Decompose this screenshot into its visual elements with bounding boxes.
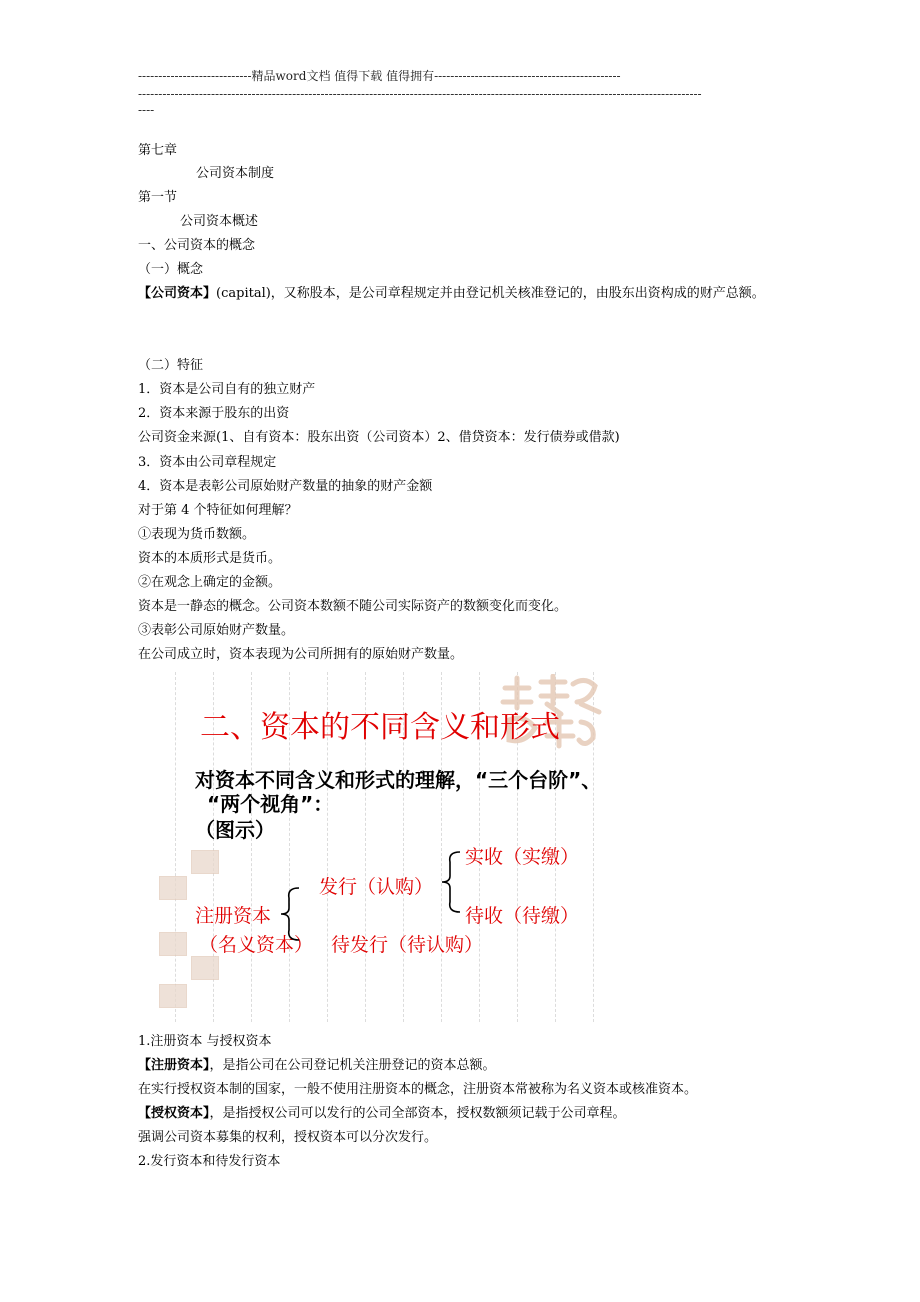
feature-1: 1．资本是公司自有的独立财产 <box>138 382 316 397</box>
seal-stamp-icon <box>159 932 187 956</box>
definition-authorized-capital-text: ，是指授权公司可以发行的公司全部资本，授权数额须记载于公司章程。 <box>209 1106 626 1121</box>
seal-stamp-icon <box>159 984 187 1008</box>
feature-3: 3．资本由公司章程规定 <box>138 455 277 470</box>
slide-text-line-1: 对资本不同含义和形式的理解，“三个台阶”、 <box>195 768 602 792</box>
section-title: 公司资本概述 <box>180 214 259 229</box>
answer-2: ②在观念上确定的金额。 <box>138 575 282 590</box>
definition-registered-capital <box>138 1058 496 1074</box>
section-number: 第一节 <box>138 190 178 205</box>
slide-text-line-2: “两个视角”： <box>207 792 334 816</box>
subsection-2: 2.发行资本和待发行资本 <box>138 1154 281 1169</box>
definition-registered-capital-text: ，是指公司在公司登记机关注册登记的资本总额。 <box>209 1058 496 1073</box>
slide-diagram <box>155 672 615 1022</box>
slide-title: 二、资本的不同含义和形式 <box>200 710 560 745</box>
answer-2-note: 资本是一静态的概念。公司资本数额不随公司实际资产的数额变化而变化。 <box>138 599 568 614</box>
brace-left-icon <box>279 886 303 942</box>
seal-stamp-icon <box>191 956 219 980</box>
heading-concept: 一、公司资本的概念 <box>138 238 256 253</box>
doc-header-rule: ------------------------------------------------------------------------------------------------------------------------------------------- <box>138 87 702 101</box>
term-authorized-capital: 【授权资本】 <box>138 1106 210 1121</box>
slide-text-line-3: （图示） <box>195 818 275 842</box>
definition-capital-text: (capital)，又称股本，是公司章程规定并由登记机关核准登记的，由股东出资构成的财产总额。 <box>216 286 765 301</box>
term-capital: 【公司资本】 <box>138 286 217 301</box>
answer-3: ③表彰公司原始财产数量。 <box>138 623 295 638</box>
chapter-title: 公司资本制度 <box>196 166 275 181</box>
authorized-capital-note: 强调公司资本募集的权利，授权资本可以分次发行。 <box>138 1130 438 1145</box>
label-paid-in: 实收（实缴） <box>465 846 580 868</box>
seal-stamp-icon <box>159 876 187 900</box>
feature-4: 4．资本是表彰公司原始财产数量的抽象的财产金额 <box>138 479 433 494</box>
term-registered-capital: 【注册资本】 <box>138 1058 210 1073</box>
label-registered-capital: 注册资本 <box>195 905 272 927</box>
definition-authorized-capital <box>138 1106 626 1122</box>
question-feature-4: 对于第 4 个特征如何理解？ <box>138 503 298 518</box>
label-issued: 发行（认购） <box>319 876 434 898</box>
answer-3-note: 在公司成立时，资本表现为公司所拥有的原始财产数量。 <box>138 647 464 662</box>
registered-capital-note: 在实行授权资本制的国家，一般不使用注册资本的概念，注册资本常被称为名义资本或核准资本。 <box>138 1082 698 1097</box>
doc-header-rule-end: ---- <box>138 103 155 117</box>
label-unissued: 待发行（待认购） <box>331 934 484 956</box>
subheading-features: （二）特征 <box>138 358 204 373</box>
answer-1: ①表现为货币数额。 <box>138 527 256 542</box>
brace-right-icon <box>440 850 462 914</box>
subsection-1: 1.注册资本 与授权资本 <box>138 1034 272 1049</box>
definition-capital <box>138 282 788 306</box>
label-nominal-capital: （名义资本） <box>199 934 314 956</box>
doc-header-banner: ----------------------------精品word文档 值得下载 值得拥有---------------------------------------------- <box>138 69 621 83</box>
seal-stamp-icon <box>191 850 219 874</box>
chapter-number: 第七章 <box>138 143 178 158</box>
grid-line <box>175 672 176 1022</box>
feature-2: 2．资本来源于股东的出资 <box>138 406 290 421</box>
subheading-concept: （一）概念 <box>138 262 204 277</box>
label-uncollected: 待收（待缴） <box>465 905 580 927</box>
answer-1-note: 资本的本质形式是货币。 <box>138 551 282 566</box>
feature-2-note: 公司资金来源(1、自有资本：股东出资（公司资本）2、借贷资本：发行债券或借款) <box>138 430 620 445</box>
